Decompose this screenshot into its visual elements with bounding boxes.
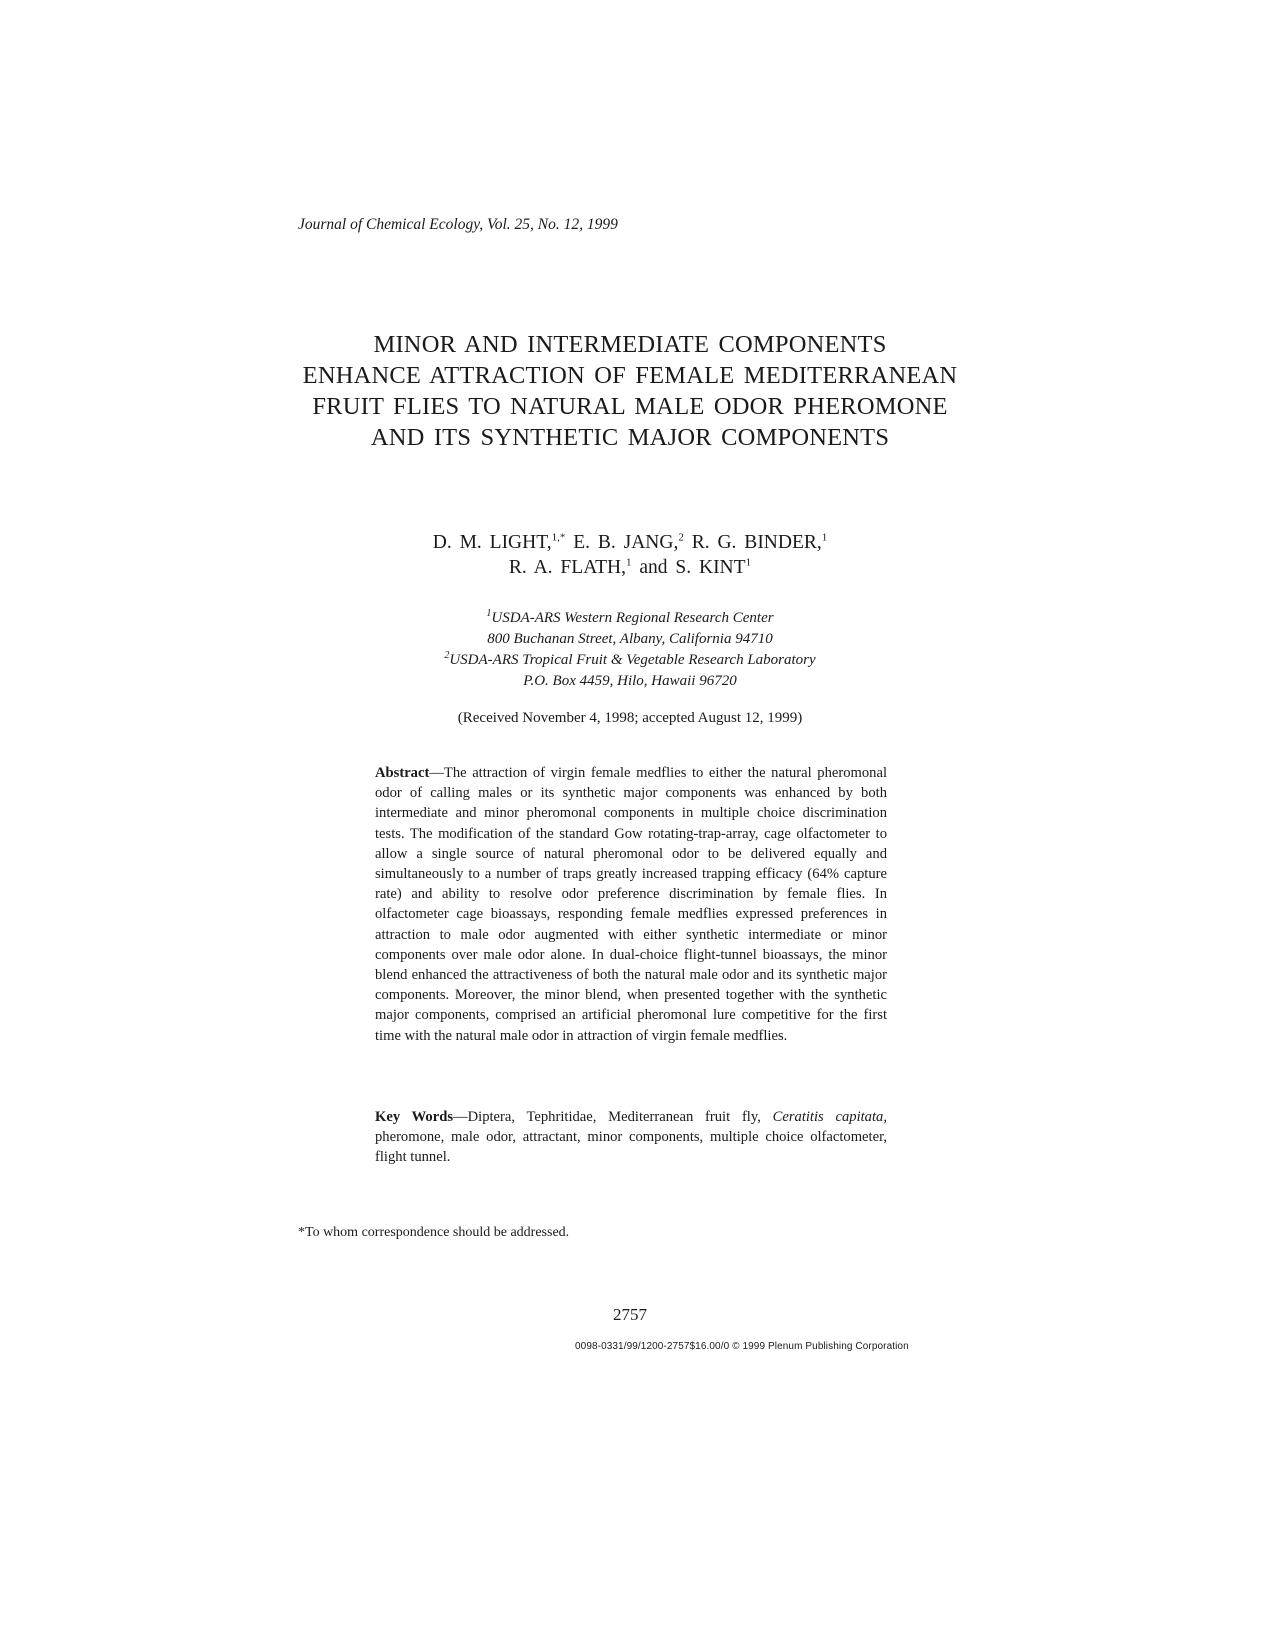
affiliation-text: USDA-ARS Western Regional Research Center — [491, 610, 774, 626]
author-affiliation-mark: 1 — [625, 556, 632, 569]
affiliation-mark: 1 — [486, 608, 492, 619]
copyright-line: 0098-0331/99/1200-2757$16.00/0 © 1999 Plenum Publishing Corporation — [575, 1341, 909, 1352]
author-affiliation-mark: 1 — [745, 556, 752, 569]
author-name: R. G. BINDER, — [683, 532, 822, 553]
author-line-1 — [330, 530, 930, 555]
author-list — [330, 530, 930, 580]
keywords-text: pheromone, male odor, attractant, minor components, multiple choice olfactometer, flight tunnel. — [375, 1129, 887, 1166]
affiliation-mark: 2 — [444, 650, 450, 661]
page-number: 2757 — [613, 1305, 647, 1324]
keywords-label: Key Words — [375, 1109, 453, 1125]
author-name: and S. KINT — [631, 557, 746, 578]
affiliation-2-line-2: P.O. Box 4459, Hilo, Hawaii 96720 — [523, 673, 737, 689]
abstract — [375, 763, 887, 1046]
correspondence-footnote: *To whom correspondence should be addressed. — [298, 1225, 570, 1240]
affiliation-2-line-1 — [330, 650, 930, 671]
author-name: E. B. JANG, — [565, 532, 679, 553]
author-name: R. A. FLATH, — [508, 557, 626, 578]
author-affiliation-mark: 1 — [821, 531, 828, 544]
keywords-text: —Diptera, Tephritidae, Mediterranean fruit fly, — [453, 1109, 773, 1125]
author-affiliation-mark: 1,* — [551, 531, 566, 544]
key-words — [375, 1107, 887, 1168]
received-dates: (Received November 4, 1998; accepted August 12, 1999) — [457, 710, 803, 726]
article-title — [250, 329, 1010, 453]
affiliation-1-line-1 — [330, 608, 930, 629]
title-line: ENHANCE ATTRACTION OF FEMALE MEDITERRANEAN — [302, 362, 958, 389]
keywords-species: Ceratitis capitata, — [772, 1109, 887, 1125]
affiliation-1-line-2: 800 Buchanan Street, Albany, California 94710 — [487, 631, 773, 647]
author-affiliation-mark: 2 — [678, 531, 684, 544]
abstract-label: Abstract — [375, 765, 430, 781]
author-name: D. M. LIGHT, — [432, 532, 552, 553]
affiliations — [330, 608, 930, 692]
title-line: AND ITS SYNTHETIC MAJOR COMPONENTS — [370, 424, 890, 451]
author-line-2 — [330, 555, 930, 580]
abstract-text: —The attraction of virgin female medflies to either the natural pheromonal odor of calling males or its synthetic major components was enhanced by both intermediate and minor pheromonal components in multiple choice discrimination tests. The modification of the standard Gow rotating-trap-array, cage olfactometer to allow a single source of natural pheromonal odor to be delivered equally and simultaneously to a number of traps greatly increased trapping efficacy (64% capture rate) and ability to resolve odor preference discrimination by female flies. In olfactometer cage bioassays, responding female medflies expressed preferences in attraction to male odor augmented with either synthetic intermediate or minor components over male odor alone. In dual-choice flight-tunnel bioassays, the minor blend enhanced the attractiveness of both the natural male odor and its synthetic major components. Moreover, the minor blend, when presented together with the synthetic major components, comprised an artificial pheromonal lure competitive for the first time with the natural male odor in attraction of virgin female medflies. — [375, 765, 887, 1044]
journal-citation: Journal of Chemical Ecology, Vol. 25, No. 12, 1999 — [298, 216, 618, 233]
affiliation-text: USDA-ARS Tropical Fruit & Vegetable Research Laboratory — [449, 652, 816, 668]
title-line: MINOR AND INTERMEDIATE COMPONENTS — [373, 331, 887, 358]
title-line: FRUIT FLIES TO NATURAL MALE ODOR PHEROMONE — [312, 393, 948, 420]
